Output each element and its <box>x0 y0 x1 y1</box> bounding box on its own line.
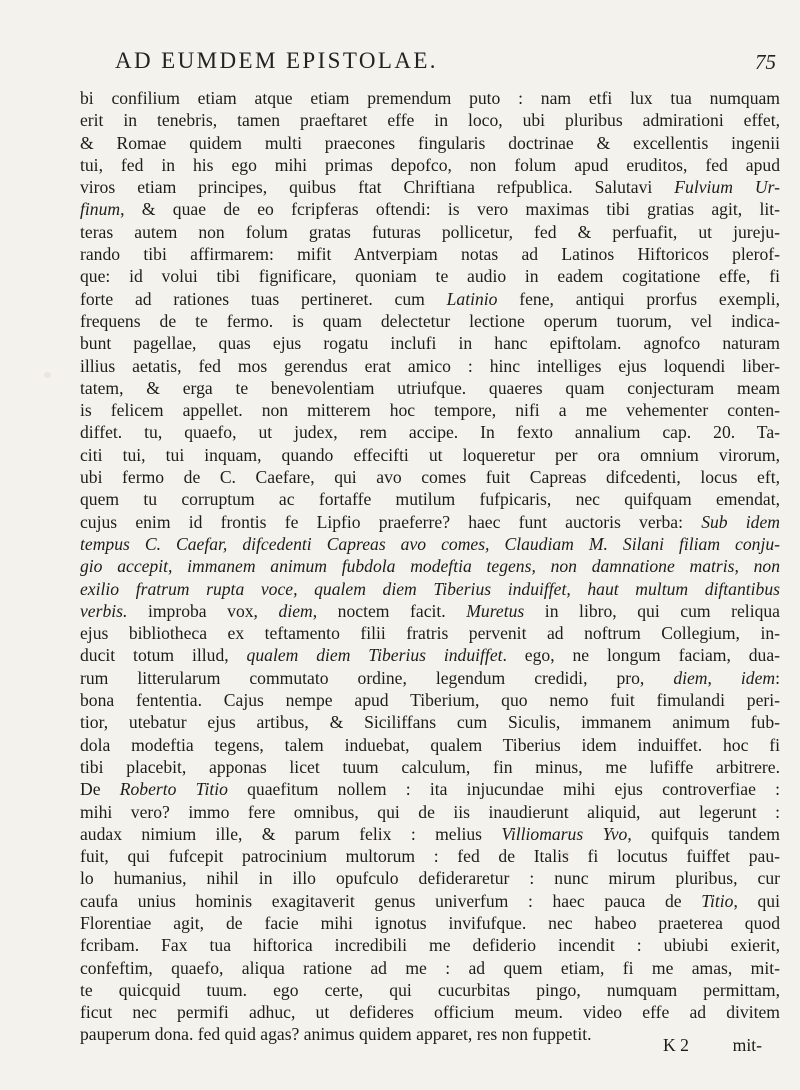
text-segment: citi tui, tui inquam, quando effecifti ut loqueretur per ora omnium virorum, <box>80 444 780 465</box>
text-segment: fene, antiqui prorfus exempli, <box>497 288 780 309</box>
text-segment: ducit totum illud, <box>80 645 247 666</box>
text-segment: in libro, qui cum reliqua <box>524 600 780 621</box>
text-segment: ubi fermo de C. Caefare, qui avo comes fuit Capreas difcedenti, locus eft, <box>80 467 780 488</box>
italic-text-segment: Fulvium Ur- <box>674 177 780 198</box>
text-segment: & Romae quidem multi praecones fingularis doctrinae & excellentis ingenii <box>80 132 780 153</box>
text-segment: confeftim, quaefo, aliqua ratione ad me : ad quem etiam, fi me amas, mit- <box>80 957 780 978</box>
italic-text-segment: idem <box>740 667 776 688</box>
text-segment: tatem, & erga te benevolentiam utriufque. quaeres quam conjecturam meam <box>80 377 780 398</box>
text-segment: , noctem facit. <box>312 600 467 621</box>
text-line <box>80 154 780 176</box>
italic-text-segment: Roberto Titio <box>119 779 228 800</box>
text-line <box>80 756 780 778</box>
text-segment: , & quae de eo fcripferas oftendi: is vero maximas tibi gratias agit, lit- <box>120 199 780 220</box>
text-line <box>80 198 780 220</box>
text-line <box>80 355 780 377</box>
text-segment: diffet. tu, quaefo, ut judex, rem accipe. In fexto annalium cap. 20. Ta- <box>80 422 780 443</box>
italic-text-segment: gio accepit, immanem animum fubdola modeftia tegens, non damnatione matris, non <box>80 556 780 577</box>
text-line <box>80 310 780 332</box>
italic-text-segment: Muretus <box>466 600 525 621</box>
text-segment: , quifquis tandem <box>627 823 780 844</box>
text-segment: , <box>707 667 741 688</box>
text-line <box>80 109 780 131</box>
text-line <box>80 265 780 287</box>
italic-text-segment: verbis. <box>80 600 128 621</box>
text-line <box>80 555 780 577</box>
text-line <box>80 823 780 845</box>
text-line <box>80 221 780 243</box>
text-segment: bi confilium etiam atque etiam premendum puto : nam etfi lux tua numquam <box>80 88 780 108</box>
text-segment: erit in tenebris, tamen praeftaret effe in loco, ubi pluribus admirationi effet, <box>80 110 780 131</box>
text-segment: bona fententia. Cajus nempe apud Tiberium, quo nemo fuit fimulandi peri- <box>80 690 780 711</box>
text-segment: pauperum dona. fed quid agas? animus quidem apparet, res non fuppetit. <box>80 1024 592 1045</box>
text-line <box>80 176 780 198</box>
text-segment: teras autem non folum gratas futuras pollicetur, fed & perfuafit, ut jureju- <box>80 221 780 242</box>
text-segment: caufa unius hominis exagitaverit genus univerfum : haec pauca de <box>80 890 702 911</box>
text-segment: . ego, ne longum faciam, dua- <box>502 645 780 666</box>
text-line <box>80 1001 780 1023</box>
italic-text-segment: diem <box>278 600 313 621</box>
text-line <box>80 711 780 733</box>
text-segment: fuit, qui fufcepit patrocinium multorum : fed de Italis fi locutus fuiffet pau- <box>80 846 780 867</box>
text-segment: De <box>80 779 120 800</box>
text-line <box>80 399 780 421</box>
text-segment: tibi placebit, apponas licet tuum calculum, fin minus, me lufiffe arbitrere. <box>80 756 780 777</box>
italic-text-segment: finum <box>80 199 121 220</box>
text-segment: rum litterularum commutato ordine, legendum credidi, pro, <box>80 667 674 688</box>
text-line <box>80 377 780 399</box>
text-segment: fcribam. Fax tua hiftorica incredibili me defiderio incendit : ubiubi exierit, <box>80 935 780 956</box>
text-line <box>80 644 780 666</box>
text-line <box>80 444 780 466</box>
text-segment: ejus bibliotheca ex teftamento filii fratris pervenit ad noftrum Collegium, in- <box>80 623 780 644</box>
text-segment: , qui <box>733 890 780 911</box>
text-line <box>80 957 780 979</box>
text-segment: frequens de te fermo. is quam delectetur lectione operum tuorum, vel indica- <box>80 310 780 331</box>
text-segment: improba vox, <box>127 600 279 621</box>
italic-text-segment: diem <box>673 667 708 688</box>
text-segment: lo humanius, nihil in illo opufculo defideraretur : nunc mirum pluribus, cur <box>80 868 780 889</box>
text-segment: audax nimium ille, & parum felix : melius <box>80 823 502 844</box>
text-segment: que: id volui tibi fignificare, quoniam te audio in eadem cogitatione effe, fi <box>80 266 780 287</box>
text-line <box>80 288 780 310</box>
signature-mark: K 2 <box>663 1035 689 1055</box>
text-line <box>80 578 780 600</box>
text-segment: bunt pagellae, quas ejus rogatu inclufi in hanc epiftolam. agnofco naturam <box>80 333 780 354</box>
italic-text-segment: Titio <box>701 890 734 911</box>
text-segment: rando tibi affirmarem: mifit Antverpiam notas ad Latinos Hiftoricos plerof- <box>80 244 780 265</box>
running-title: AD EUMDEM EPISTOLAE. <box>115 48 438 73</box>
text-line <box>80 979 780 1001</box>
page-footer <box>80 1035 780 1059</box>
text-line <box>80 332 780 354</box>
text-line <box>80 533 780 555</box>
text-line <box>80 466 780 488</box>
text-segment: quem tu corruptum ac fortaffe mutilum fufpicaris, nec quifquam emendat, <box>80 489 780 510</box>
text-segment: tui, fed in his ego mihi primas depofco, non folum apud eruditos, fed apud <box>80 154 780 175</box>
text-segment: illius aetatis, fed mos gerendus erat amico : hinc intelliges ejus loquendi liber- <box>80 355 780 376</box>
text-line <box>80 511 780 533</box>
text-segment: te quicquid tuum. ego certe, qui cucurbitas pingo, numquam permittam, <box>80 979 780 1000</box>
text-segment: tior, utebatur ejus artibus, & Siciliffans cum Siculis, immanem animum fub- <box>80 712 780 733</box>
text-line <box>80 421 780 443</box>
text-line <box>80 600 780 622</box>
italic-text-segment: tempus C. Caefar, difcedenti Capreas avo comes, Claudiam M. Silani filiam conju- <box>80 533 780 554</box>
text-line <box>80 867 780 889</box>
text-line <box>80 845 780 867</box>
text-segment: cujus enim id frontis fe Lipfio praeferre? haec funt auctoris verba: <box>80 511 702 532</box>
text-line <box>80 132 780 154</box>
running-header <box>0 48 800 80</box>
text-segment: quaefitum nollem : ita injucundae mihi ejus controverfiae : <box>227 779 780 800</box>
italic-text-segment: Sub idem <box>701 511 780 532</box>
text-segment: dola modeftia tegens, talem induebat, qualem Tiberius idem induiffet. hoc fi <box>80 734 780 755</box>
text-segment: Florentiae agit, de facie mihi ignotus invifufque. nec habeo praeterea quod <box>80 912 780 933</box>
italic-text-segment: Villiomarus Yvo <box>501 823 628 844</box>
letter-body-text <box>80 87 780 1046</box>
italic-text-segment: Latinio <box>446 288 498 309</box>
italic-text-segment: exilio fratrum rupta voce, qualem diem Tiberius induiffet, haut multum diftantibus <box>80 578 780 599</box>
text-line <box>80 243 780 265</box>
text-segment: : <box>775 667 780 688</box>
text-segment: ficut nec permifi adhuc, ut defideres officium meum. video effe ad divitem <box>80 1002 780 1023</box>
text-line <box>80 689 780 711</box>
text-segment: mihi vero? immo fere omnibus, qui de iis inaudierunt aliquid, aut legerunt : <box>80 801 780 822</box>
text-line <box>80 890 780 912</box>
text-line <box>80 87 780 109</box>
text-segment: is felicem appellet. non mitterem hoc tempore, nifi a me vehementer conten- <box>80 400 780 421</box>
text-segment: forte ad rationes tuas pertineret. cum <box>80 288 447 309</box>
text-line <box>80 778 780 800</box>
text-segment: viros etiam principes, quibus ftat Chriftiana refpublica. Salutavi <box>80 177 675 198</box>
text-line <box>80 934 780 956</box>
text-line <box>80 622 780 644</box>
text-line <box>80 912 780 934</box>
text-line <box>80 734 780 756</box>
text-line <box>80 801 780 823</box>
paper-spot <box>44 372 51 378</box>
text-line <box>80 667 780 689</box>
page-number: 75 <box>755 50 776 74</box>
italic-text-segment: qualem diem Tiberius induiffet <box>246 645 503 666</box>
catchword: mit- <box>732 1035 762 1055</box>
text-line <box>80 488 780 510</box>
